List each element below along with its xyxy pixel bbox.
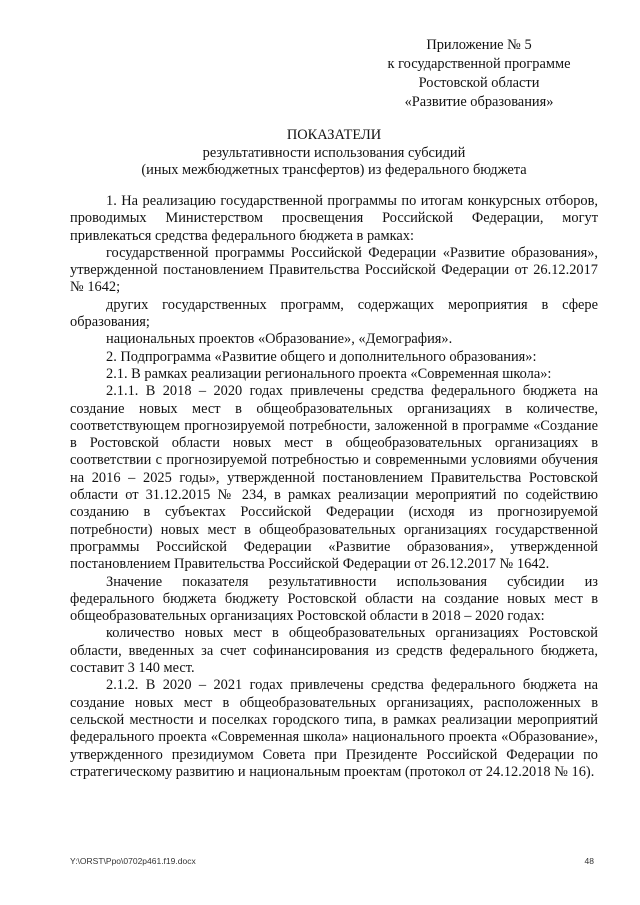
paragraph-new-places-count: количество новых мест в общеобразовательных организациях Ростовской области, введенных за счет софинансирования из средств федерального бюджета, составит 3 140 мест. bbox=[70, 625, 598, 677]
appendix-block bbox=[364, 36, 594, 112]
appendix-line: Приложение № 5 bbox=[426, 37, 532, 53]
appendix-line: Ростовской области bbox=[418, 75, 540, 91]
paragraph-2: 2. Подпрограмма «Развитие общего и дополнительного образования»: bbox=[106, 348, 537, 365]
paragraph-2-1-2: 2.1.2. В 2020 – 2021 годах привлечены средства федерального бюджета на создание новых мест в общеобразовательных организациях, расположенных в сельской местности и поселках городского типа, в рамках реализации мероприятий федерального проекта «Современная школа» национального проекта «Образование», утвержденного президиумом Совета при Президенте Российской Федерации по стратегическому развитию и национальным проектам (протокол от 24.12.2018 № 16). bbox=[70, 677, 598, 780]
paragraph-state-program: государственной программы Российской Федерации «Развитие образования», утвержденной постановлением Правительства Российской Федерации от 26.12.2017 № 1642; bbox=[70, 244, 598, 296]
appendix-line: к государственной программе bbox=[387, 56, 571, 72]
paragraph-national-projects: национальных проектов «Образование», «Демография». bbox=[106, 331, 453, 348]
document-title: ПОКАЗАТЕЛИ bbox=[286, 127, 382, 143]
page-number: 48 bbox=[584, 856, 594, 866]
document-subtitle-line: результативности использования субсидий bbox=[202, 144, 466, 161]
paragraph-indicator-value: Значение показателя результативности использования субсидии из федерального бюджета бюджету Ростовской области на создание новых мест в общеобразовательных организациях Ростовской области в 2018 – 2020 годах: bbox=[70, 573, 598, 625]
document-heading bbox=[70, 127, 598, 180]
paragraph-1: 1. На реализацию государственной программы по итогам конкурсных отборов, проводимых Министерством просвещения Российской Федерации, могут привлекаться средства федерального бюджета в рамках: bbox=[70, 193, 598, 244]
appendix-line: «Развитие образования» bbox=[404, 94, 554, 110]
paragraph-other-programs: других государственных программ, содержащих мероприятия в сфере образования; bbox=[70, 296, 598, 331]
paragraph-2-1-1: 2.1.1. В 2018 – 2020 годах привлечены средства федерального бюджета на создание новых мест в общеобразовательных организациях в количестве, соответствующем прогнозируемой потребности, заложенной в программе «Создание в Ростовской области новых мест в общеобразовательных организациях в соответствии с прогнозируемой потребностью и современными условиями обучения на 2016 – 2025 годы», утвержденной постановлением Правительства Ростовской области от 31.12.2015 № 234, в рамках реализации мероприятий по содействию созданию в субъектах Российской Федерации (исходя из прогнозируемой потребности) новых мест в общеобразовательных организациях государственной программы Российской Федерации «Развитие образования», утвержденной постановлением Правительства Российской Федерации от 26.12.2017 № 1642. bbox=[70, 383, 598, 573]
paragraph-2-1: 2.1. В рамках реализации регионального проекта «Современная школа»: bbox=[106, 365, 552, 382]
file-path: Y:\ORST\Ppo\0702p461.f19.docx bbox=[70, 856, 196, 866]
document-body bbox=[70, 193, 598, 781]
document-subtitle-line: (иных межбюджетных трансфертов) из федерального бюджета bbox=[141, 162, 527, 178]
